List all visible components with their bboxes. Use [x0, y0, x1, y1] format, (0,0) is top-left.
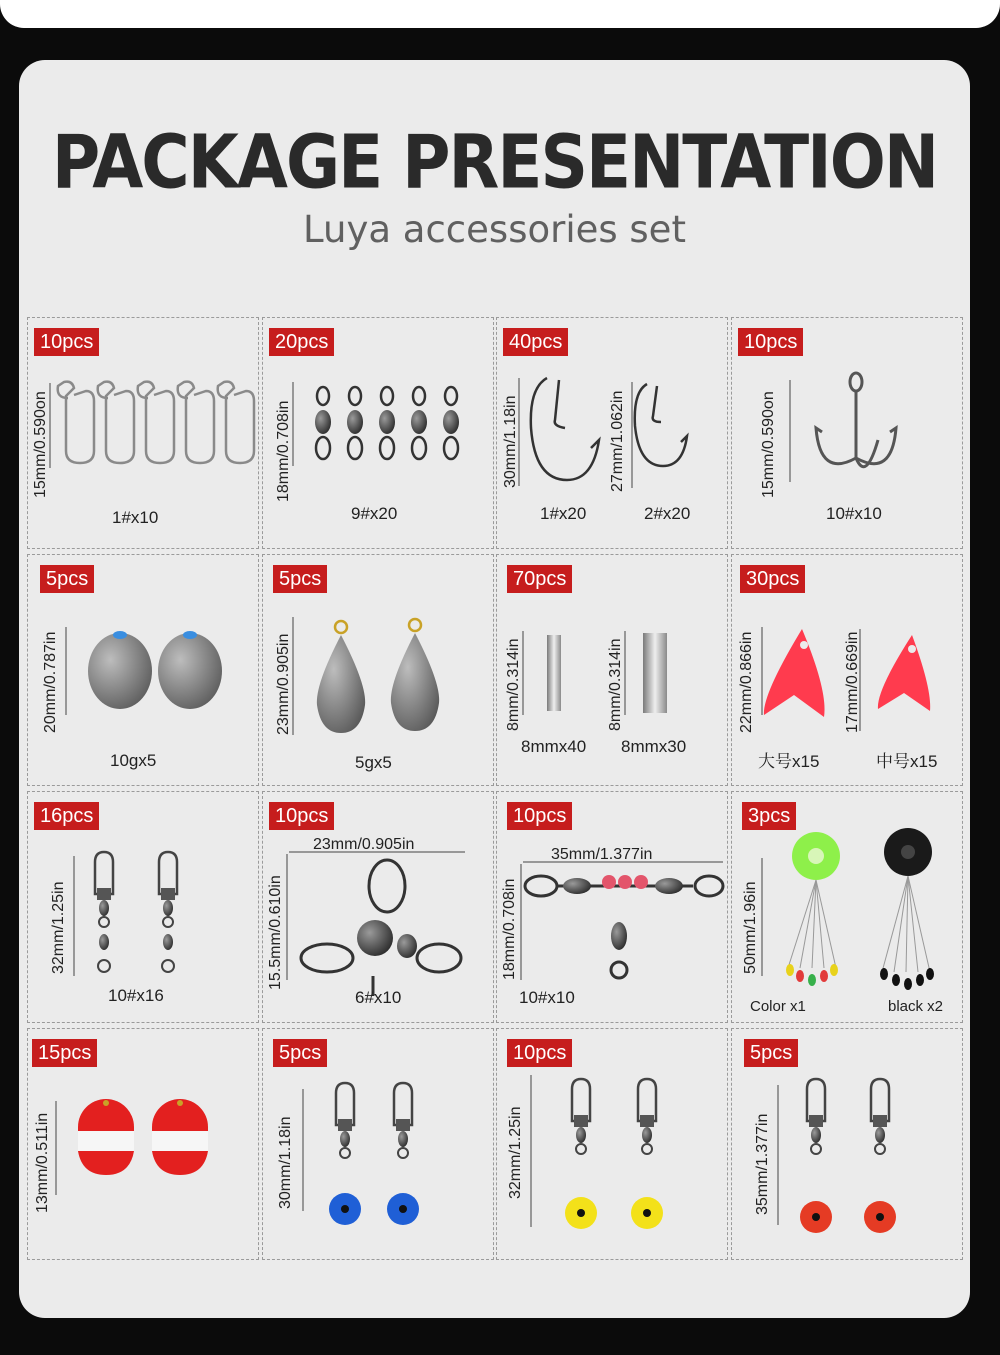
dimension-label: 23mm/0.905in — [275, 633, 292, 735]
item-label: 1#x20 — [540, 504, 587, 523]
item-cell-treble-hook — [731, 317, 963, 549]
item-label: 10#x16 — [108, 986, 164, 1005]
dimension-label: 30mm/1.18in — [502, 395, 519, 488]
top-strip — [0, 0, 1000, 28]
quantity-badge: 70pcs — [507, 565, 572, 593]
item-cell-snap — [27, 317, 259, 549]
quantity-badge: 3pcs — [742, 802, 796, 830]
dimension-label: 20mm/0.787in — [42, 631, 59, 733]
dimension-label-horizontal: 23mm/0.905in — [313, 836, 415, 853]
dimension-label-2: 27mm/1.062in — [609, 390, 626, 492]
dimension-label: 15mm/0.590on — [32, 391, 49, 498]
quantity-badge: 5pcs — [40, 565, 94, 593]
dimension-label-2: 8mm/0.314in — [607, 638, 624, 731]
item-cell-blue-bead-snap — [262, 1028, 494, 1260]
item-label-2: 中号x15 — [876, 752, 938, 771]
dimension-label: 13mm/0.511in — [34, 1112, 51, 1213]
item-label: 5gx5 — [355, 753, 392, 772]
item-label: 10#x10 — [519, 988, 575, 1007]
dimension-label-2: 17mm/0.669in — [844, 631, 861, 733]
item-label-2: black x2 — [888, 998, 944, 1015]
item-label: 10#x10 — [826, 504, 882, 523]
dimension-label: 8mm/0.314in — [505, 638, 522, 731]
quantity-badge: 10pcs — [507, 1039, 572, 1067]
quantity-badge: 40pcs — [503, 328, 568, 356]
quantity-badge: 5pcs — [744, 1039, 798, 1067]
dimension-label: 30mm/1.18in — [277, 1116, 294, 1209]
item-cell-crimp-sleeve — [496, 554, 728, 786]
quantity-badge: 10pcs — [738, 328, 803, 356]
item-cell-three-way-swivel — [262, 791, 494, 1023]
dimension-label: 22mm/0.866in — [738, 631, 755, 733]
item-cell-trailer — [731, 554, 963, 786]
item-label: 大号x15 — [758, 752, 820, 771]
item-label: 9#x20 — [351, 504, 398, 523]
dimension-label-horizontal: 35mm/1.377in — [551, 846, 653, 863]
quantity-badge: 16pcs — [34, 802, 99, 830]
item-label: 8mmx40 — [521, 737, 587, 756]
dimension-label: 15mm/0.590on — [760, 391, 777, 498]
quantity-badge: 5pcs — [273, 565, 327, 593]
quantity-badge: 20pcs — [269, 328, 334, 356]
item-cell-hook — [496, 317, 728, 549]
quantity-badge: 30pcs — [740, 565, 805, 593]
item-cell-interlock-snap — [27, 791, 259, 1023]
dimension-label: 32mm/1.25in — [50, 881, 67, 974]
item-label-2: 8mmx30 — [621, 737, 687, 756]
dimension-label: 35mm/1.377in — [754, 1113, 771, 1215]
page-subtitle: Luya accessories set — [303, 208, 686, 251]
item-cell-float — [27, 1028, 259, 1260]
dimension-label: 15.5mm/0.610in — [267, 875, 284, 990]
item-label: 10gx5 — [110, 751, 157, 770]
item-cell-teardrop-sinker — [262, 554, 494, 786]
item-cell-red-bead-snap — [731, 1028, 963, 1260]
item-label: 6#x10 — [355, 988, 402, 1007]
item-cell-egg-sinker — [27, 554, 259, 786]
dimension-label: 18mm/0.708in — [501, 878, 518, 980]
quantity-badge: 10pcs — [269, 802, 334, 830]
dimension-label: 50mm/1.96in — [742, 881, 759, 974]
item-cell-bobber-stopper — [731, 791, 963, 1023]
dimension-label: 32mm/1.25in — [507, 1106, 524, 1199]
page-title: PACKAGE PRESENTATION — [51, 119, 938, 206]
quantity-badge: 10pcs — [507, 802, 572, 830]
item-label: Color x1 — [750, 998, 806, 1015]
item-label: 1#x10 — [112, 508, 159, 527]
quantity-badge: 5pcs — [273, 1039, 327, 1067]
dimension-label: 18mm/0.708in — [275, 400, 292, 502]
quantity-badge: 15pcs — [32, 1039, 97, 1067]
item-cell-cross-line-swivel — [496, 791, 728, 1023]
item-label-2: 2#x20 — [644, 504, 691, 523]
item-cell-yellow-bead-snap — [496, 1028, 728, 1260]
item-cell-swivel — [262, 317, 494, 549]
quantity-badge: 10pcs — [34, 328, 99, 356]
